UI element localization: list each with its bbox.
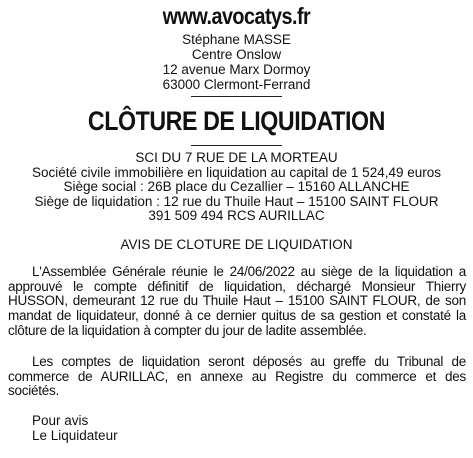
signature-block	[32, 414, 118, 443]
lawyer-address-block	[0, 32, 473, 92]
divider	[191, 145, 282, 146]
site-url: www.avocatys.fr	[162, 3, 311, 29]
company-form-capital: Société civile immobilière en liquidation au capital de 1 524,49 euros	[32, 164, 441, 180]
lawyer-address-line: Centre Onslow	[191, 47, 282, 62]
notice-paragraph: L'Assemblée Générale réunie le 24/06/2022 au siège de la liquidation a approuvé le compte définitif de liquidation, déchargé Monsieur Thierry HUSSON, demeurant 12 rue du Thuile Haut – 15100 SAINT FLOUR, de son mandat de liquidateur, donné à ce dernier quitus de sa gestion et constaté la clôture de la liquidation à compter du jour de ladite assemblée.	[8, 264, 466, 338]
rcs-number: 391 509 494 RCS AURILLAC	[148, 208, 325, 224]
divider	[191, 96, 282, 97]
lawyer-name: Stéphane MASSE	[182, 32, 291, 47]
signature-line: Le Liquidateur	[32, 427, 118, 443]
company-name: SCI DU 7 RUE DE LA MORTEAU	[135, 150, 338, 165]
lawyer-address-line: 63000 Clermont-Ferrand	[162, 77, 311, 92]
company-info-block	[0, 151, 473, 224]
notice-paragraph: Les comptes de liquidation seront déposés au greffe du Tribunal de commerce de AURILLAC, en annexe au Registre du commerce et des sociétés.	[8, 354, 466, 399]
signature-line: Pour avis	[32, 413, 89, 428]
liquidation-office: Siège de liquidation : 12 rue du Thuile Haut – 15100 SAINT FLOUR	[34, 193, 439, 209]
registered-office: Siège social : 26B place du Cezallier – 15160 ALLANCHE	[63, 179, 410, 195]
notice-heading: CLÔTURE DE LIQUIDATION	[87, 106, 385, 136]
lawyer-address-line: 12 avenue Marx Dormoy	[162, 62, 311, 77]
notice-title: AVIS DE CLOTURE DE LIQUIDATION	[120, 237, 353, 252]
